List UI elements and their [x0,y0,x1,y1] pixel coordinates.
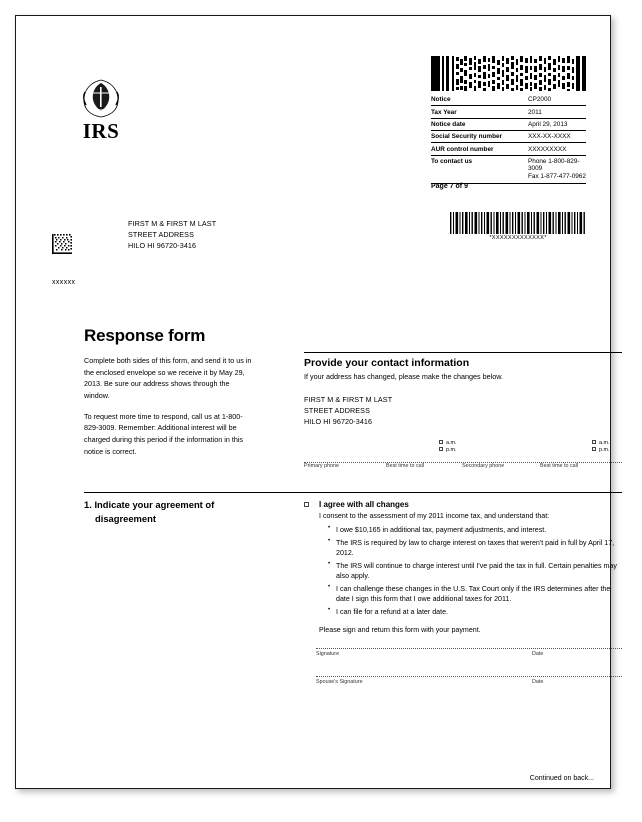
table-row [431,130,586,142]
am-checkbox-1[interactable] [439,440,443,444]
row-value: CP2000 [524,94,586,106]
barcode-label: *XXXXXXXXXXXXX* [489,235,547,241]
am-checkbox-2[interactable] [592,440,596,444]
contact-name: FIRST M & FIRST M LAST [304,395,393,405]
code39-barcode [450,212,586,241]
best-time-field-1[interactable]: Best time to call [386,463,425,469]
row-label: Social Security number [431,130,524,142]
contact-label: To contact us [431,157,473,165]
notice-summary-table [431,94,586,184]
pm-checkbox-2[interactable] [592,447,596,451]
footer-continued: Continued on back... [529,775,594,782]
table-row-contact [431,155,586,173]
list-item: • I can challenge these changes in the U.S. Tax Court only if the IRS determines after the date I sign this form that I owe additional taxes for 2011. [328,584,622,605]
am-label-2: a.m. [599,440,610,446]
agree-heading: I agree with all changes [319,500,409,509]
phone-field-labels [304,463,622,473]
section-1-number: 1. [84,499,92,510]
contact-information-section [304,352,622,428]
mailing-address [128,218,216,251]
agreement-terms-list [304,525,622,617]
pm-option-2[interactable] [592,447,609,454]
section-1-title [84,498,274,525]
2d-matrix-barcode-address-icon [52,234,72,254]
spouse-signature-date-label: Date [532,678,544,685]
row-label: AUR control number [431,143,524,155]
row-value: XXXXXXXXX [524,143,586,155]
list-item: • I owe $10,165 in additional tax, payment adjustments, and interest. [328,525,622,535]
sign-instruction: Please sign and return this form with your payment. [319,626,481,635]
notice-page [15,15,617,789]
signature-line[interactable] [316,648,622,662]
row-label: Notice [431,94,524,106]
pm-label-2: p.m. [599,447,610,454]
row-value: 2011 [524,106,586,118]
section-1-title-line2: disagreement [95,512,156,524]
contact-spacer [431,173,524,183]
best-time-ampm-1 [439,440,456,455]
contact-section-subheading: If your address has changed, please make the changes below. [304,372,503,381]
row-label: Tax Year [431,106,524,118]
primary-phone-field[interactable]: Primary phone [304,463,340,469]
secondary-phone-field[interactable]: Secondary phone [462,463,505,469]
contact-citystatezip: HILO HI 96720-3416 [304,417,373,427]
table-row [431,143,586,155]
agree-checkbox[interactable] [304,502,309,507]
row-label: Notice date [431,118,524,130]
pm-option-1[interactable] [439,447,456,454]
best-time-ampm-2 [592,440,609,455]
mailing-marker: xxxxxx [52,279,76,286]
spouse-signature-label: Spouse's Signature [316,678,363,685]
section-divider [304,352,622,353]
best-time-field-2[interactable]: Best time to call [540,463,579,469]
table-row [431,118,586,130]
signature-block [316,648,622,704]
pm-checkbox-1[interactable] [439,447,443,451]
list-item: • The IRS is required by law to charge interest on taxes that weren't paid in full by April 17, 2012. [328,538,622,559]
contact-section-heading: Provide your contact information [304,357,470,369]
irs-logo [68,78,134,142]
agreement-option [304,500,622,634]
spouse-signature-line[interactable] [316,676,622,690]
irs-wordmark: IRS [82,119,120,143]
contact-address [304,394,622,427]
instruction-paragraph-2: To request more time to respond, call us at 1-800-829-3009. Remember: Additional interest will be charged during this period if the information in this notice is correct. [84,411,244,456]
response-form-instructions [84,355,254,466]
agree-lead-text: I consent to the assessment of my 2011 income tax, and understand that: [319,512,550,520]
contact-phone: Phone 1-800-829-3009 [528,157,580,173]
table-row [431,106,586,118]
signature-label: Signature [316,650,340,657]
irs-eagle-scales-seal-icon [79,78,123,120]
page-title: Response form [84,326,206,345]
2d-matrix-barcode-header-icon [431,56,586,91]
mailing-name: FIRST M & FIRST M LAST [128,219,217,228]
table-row [431,94,586,106]
pm-label-1: p.m. [446,447,457,454]
row-value: XXX-XX-XXXX [524,130,586,142]
am-label-1: a.m. [446,440,457,446]
mailing-citystatezip: HILO HI 96720-3416 [128,241,197,251]
contact-street: STREET ADDRESS [304,406,370,416]
row-value: April 29, 2013 [524,118,586,130]
instruction-paragraph-1: Complete both sides of this form, and send it to us in the enclosed envelope so we receive it by May 29, 2013. Be sure our address shows through the window. [84,356,252,400]
page-number: Page 7 of 9 [431,183,468,190]
signature-date-label: Date [532,650,544,657]
code39-barcode-icon [450,212,586,234]
contact-fax: Fax 1-877-477-0962 [524,173,586,183]
am-option-1[interactable] [439,440,456,447]
table-row-fax [431,173,586,183]
list-item: • The IRS will continue to charge interest until I've paid the tax in full. Certain penalties may also apply. [328,561,622,582]
section-1-divider [84,492,622,493]
am-option-2[interactable] [592,440,609,447]
mailing-street: STREET ADDRESS [128,230,194,240]
list-item: • I can file for a refund at a later date. [328,607,622,617]
section-1-title-line1: Indicate your agreement of [94,499,215,510]
